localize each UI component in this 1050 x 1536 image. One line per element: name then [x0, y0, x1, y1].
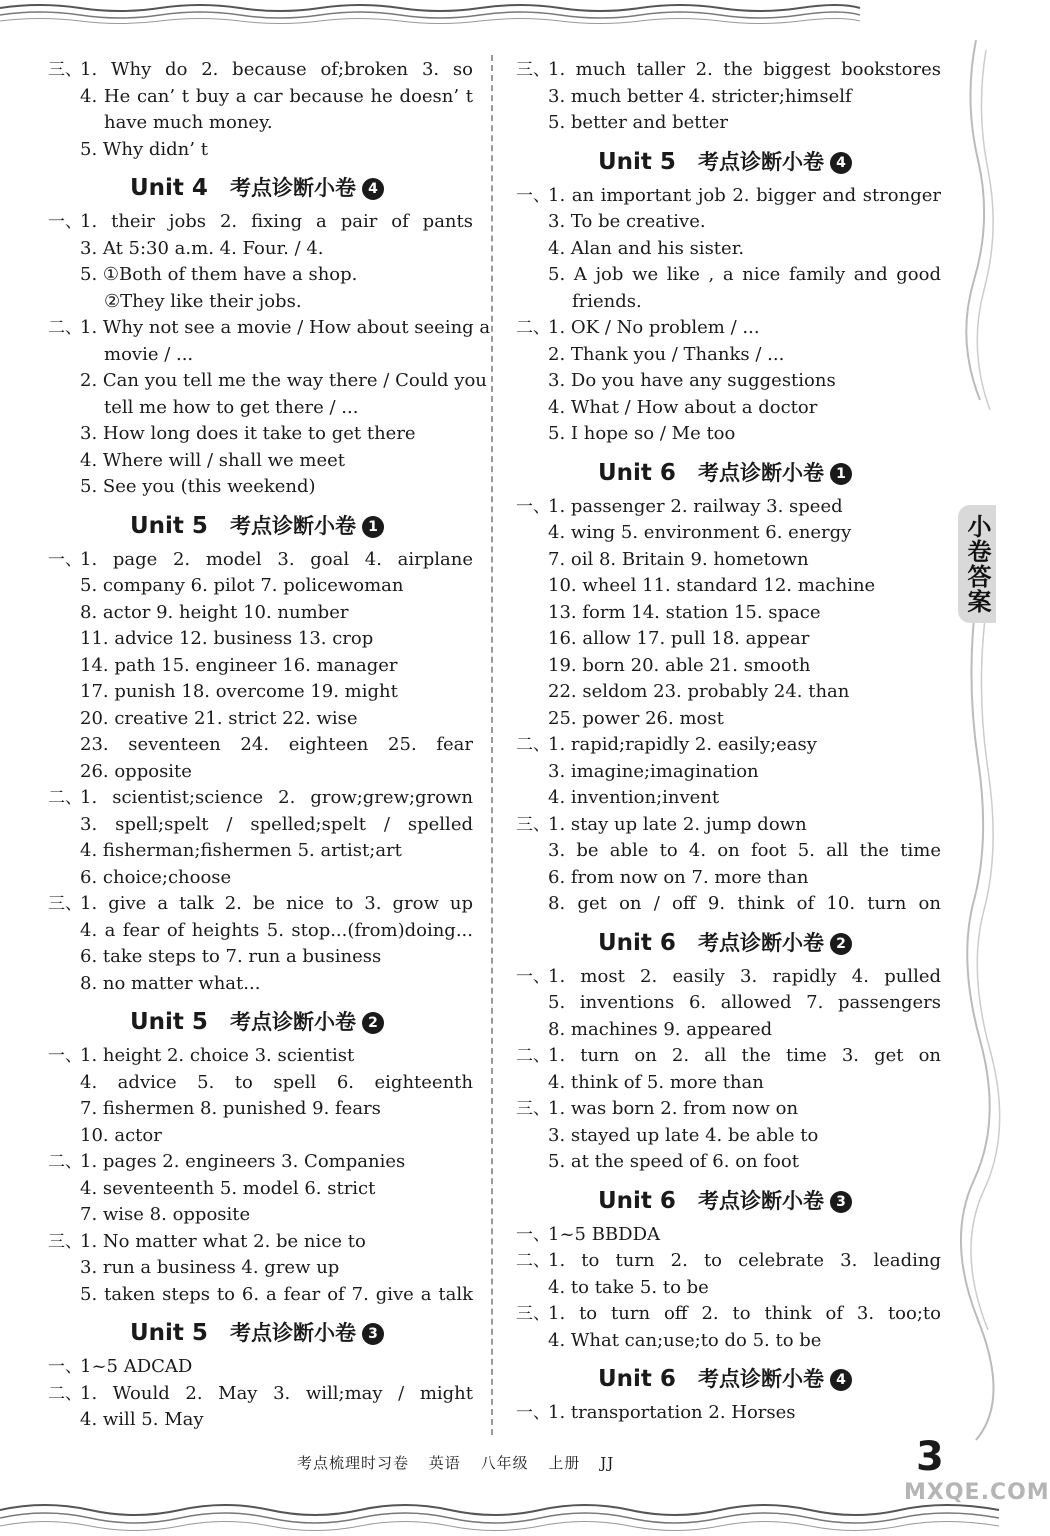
answer-text: friends.: [572, 290, 642, 312]
answer-line: [48, 448, 473, 475]
answer-text: 4. invention;invent: [548, 787, 720, 808]
footer: [297, 1452, 628, 1473]
section-number: 二、: [48, 318, 82, 338]
answer-text: 16. allow 17. pull 18. appear: [548, 628, 810, 649]
section-number: 三、: [516, 1099, 550, 1119]
answer-line: [516, 236, 941, 263]
page-number: 3: [916, 1434, 944, 1480]
answer-line: [48, 1070, 473, 1097]
answer-text: 4. seventeenth 5. model 6. strict: [80, 1177, 376, 1199]
column-divider: [491, 55, 493, 1435]
answer-text: 5. taken steps to 6. a fear of 7. give a talk: [80, 1283, 473, 1305]
answer-text: 4. advice 5. to spell 6. eighteenth: [80, 1071, 473, 1093]
section-number: 二、: [48, 788, 82, 808]
answer-line: [516, 289, 941, 316]
answer-line: [48, 262, 473, 289]
section-number: 二、: [516, 1046, 550, 1066]
section-number: 二、: [516, 318, 550, 338]
answers-left-column: [48, 57, 491, 1434]
answer-line: [48, 1096, 473, 1123]
answer-text: 3. How long does it take to get there: [80, 423, 416, 444]
section-number: 三、: [516, 60, 550, 80]
answer-text: 5. company 6. pilot 7. policewoman: [80, 575, 404, 596]
answer-line: [516, 1248, 941, 1275]
section-number: 一、: [48, 1046, 82, 1066]
answer-line: [48, 1176, 473, 1203]
answer-line: [516, 891, 941, 918]
answer-text: 23. seventeen 24. eighteen 25. fear: [80, 734, 473, 755]
quiz-title: 考点诊断小卷: [697, 1367, 824, 1391]
quiz-number-badge: 4: [830, 152, 852, 174]
section-number: 一、: [516, 1403, 550, 1423]
answer-text: 11. advice 12. business 13. crop: [80, 628, 374, 649]
answer-text: 26. opposite: [80, 760, 192, 782]
section-number: 二、: [516, 1251, 550, 1271]
answer-text: 3. imagine;imagination: [548, 760, 759, 782]
answer-line: [48, 600, 473, 627]
answer-line: [48, 84, 473, 111]
answer-text: 1. pages 2. engineers 3. Companies: [80, 1151, 406, 1172]
answer-line: [516, 990, 941, 1017]
section-number: 一、: [516, 1224, 550, 1245]
answer-text: 10. actor: [80, 1124, 162, 1146]
answer-text: 4. What can;use;to do 5. to be: [548, 1329, 822, 1351]
quiz-title: 考点诊断小卷: [229, 513, 356, 538]
answer-line: [48, 395, 473, 422]
unit-label: Unit 6: [598, 929, 676, 956]
answer-line: [48, 368, 487, 395]
answer-line: [516, 706, 941, 733]
section-heading: [516, 448, 941, 494]
answer-text: 8. machines 9. appeared: [548, 1018, 773, 1040]
section-number: 三、: [516, 814, 550, 835]
answer-text: 1. Why do 2. because of;broken 3. so: [80, 59, 473, 80]
answer-text: 1. to turn 2. to celebrate 3. leading: [548, 1250, 941, 1271]
answer-line: [48, 785, 473, 812]
answer-line: [516, 262, 941, 289]
answer-text: 3. much better 4. stricter;himself: [548, 85, 852, 107]
answer-text: 1. page 2. model 3. goal 4. airplane: [80, 548, 473, 570]
answer-line: [48, 57, 473, 84]
answer-line: [48, 759, 473, 786]
answer-line: [48, 1255, 473, 1282]
quiz-number-badge: 3: [830, 1191, 852, 1213]
section-heading: [516, 1176, 941, 1222]
section-number: 一、: [516, 185, 550, 206]
section-number: 二、: [48, 1383, 82, 1404]
top-decoration: [0, 0, 860, 40]
answer-text: 4. will 5. May: [80, 1409, 204, 1430]
section-number: 三、: [48, 1231, 82, 1252]
unit-label: Unit 5: [130, 512, 208, 539]
answer-text: 10. wheel 11. standard 12. machine: [548, 575, 876, 596]
answer-line: [48, 1229, 473, 1256]
answer-line: [48, 1381, 473, 1408]
answer-text: 3. stayed up late 4. be able to: [548, 1124, 819, 1146]
unit-label: Unit 5: [130, 1320, 208, 1346]
answer-line: [516, 1275, 941, 1302]
answer-text: 4. think of 5. more than: [548, 1071, 764, 1093]
answer-line: [48, 342, 473, 369]
answer-text: 1~5 ADCAD: [80, 1356, 193, 1377]
answer-line: [48, 315, 491, 342]
answer-text: 17. punish 18. overcome 19. might: [80, 681, 398, 702]
quiz-number-badge: 1: [362, 516, 384, 538]
answer-line: [516, 1017, 941, 1044]
section-number: 一、: [48, 549, 82, 570]
section-heading: [516, 918, 941, 964]
bottom-decoration: [0, 1470, 999, 1536]
answer-line: [516, 1400, 941, 1427]
quiz-title: 考点诊断小卷: [697, 930, 824, 955]
quiz-title: 考点诊断小卷: [229, 176, 356, 200]
answer-line: [48, 137, 473, 164]
answer-text: 1. transportation 2. Horses: [548, 1402, 796, 1423]
answer-line: [48, 706, 473, 733]
unit-label: Unit 4: [130, 175, 208, 201]
answer-line: [48, 838, 473, 865]
answer-text: 1. No matter what 2. be nice to: [80, 1230, 366, 1252]
section-heading: [516, 1354, 941, 1400]
answer-text: 7. wise 8. opposite: [80, 1204, 251, 1225]
answer-line: [516, 759, 941, 786]
answer-line: [48, 626, 473, 653]
answer-line: [48, 1149, 473, 1176]
answer-text: 1. rapid;rapidly 2. easily;easy: [548, 734, 817, 755]
answer-text: 4. a fear of heights 5. stop...(from)doing...: [80, 919, 473, 941]
answer-line: [48, 971, 473, 998]
answer-line: [48, 1354, 473, 1381]
answer-line: [516, 315, 941, 342]
answer-line: [516, 964, 941, 991]
answer-text: 3. At 5:30 a.m. 4. Four. / 4.: [80, 237, 324, 259]
answer-text: 5. ①Both of them have a shop.: [80, 264, 358, 285]
answer-text: movie / ...: [104, 343, 194, 365]
answer-line: [516, 84, 941, 111]
answer-text: 5. I hope so / Me too: [548, 423, 736, 444]
side-tab-label: 小卷答案: [958, 505, 996, 623]
answer-line: [516, 520, 941, 547]
answer-line: [516, 1043, 941, 1070]
answer-line: [48, 421, 473, 448]
answer-line: [516, 183, 941, 210]
quiz-title: 考点诊断小卷: [229, 1010, 356, 1034]
unit-label: Unit 6: [598, 1187, 676, 1214]
section-heading: [48, 501, 473, 547]
answer-text: 1. scientist;science 2. grow;grew;grown: [80, 787, 473, 808]
quiz-number-badge: 1: [830, 463, 852, 485]
answer-line: [48, 573, 473, 600]
answer-line: [516, 785, 941, 812]
quiz-number-badge: 2: [830, 933, 852, 955]
answer-text: 5. at the speed of 6. on foot: [548, 1151, 799, 1172]
quiz-title: 考点诊断小卷: [229, 1321, 356, 1345]
footer-volume: 上册: [548, 1454, 581, 1472]
footer-series: 考点梳理时习卷: [297, 1454, 410, 1472]
answer-text: 4. What / How about a doctor: [548, 396, 818, 418]
answer-text: 1. Why not see a movie / How about seeing a: [80, 317, 491, 338]
answer-text: 1. turn on 2. all the time 3. get on: [548, 1045, 941, 1066]
answer-text: tell me how to get there / ...: [104, 396, 359, 418]
section-number: 二、: [48, 1152, 82, 1172]
answer-line: [48, 918, 473, 945]
answer-text: 4. fisherman;fishermen 5. artist;art: [80, 840, 402, 861]
unit-label: Unit 6: [598, 1366, 676, 1392]
answer-text: 5. better and better: [548, 112, 728, 133]
footer-grade: 八年级: [480, 1454, 529, 1472]
answer-line: [48, 1123, 473, 1150]
answer-text: 5. Why didn’ t: [80, 138, 208, 160]
answer-text: 7. oil 8. Britain 9. hometown: [548, 548, 809, 570]
quiz-title: 考点诊断小卷: [697, 1188, 824, 1213]
quiz-title: 考点诊断小卷: [697, 460, 824, 485]
answer-text: 25. power 26. most: [548, 707, 724, 729]
answer-line: [516, 679, 941, 706]
answer-text: 3. Do you have any suggestions: [548, 370, 836, 391]
section-number: 三、: [48, 60, 82, 80]
answer-text: 1. passenger 2. railway 3. speed: [548, 495, 843, 517]
answer-text: 3. To be creative.: [548, 211, 706, 232]
section-number: 三、: [48, 894, 82, 914]
answer-line: [48, 944, 473, 971]
answer-text: 2. Thank you / Thanks / ...: [548, 343, 785, 365]
quiz-number-badge: 3: [362, 1323, 384, 1345]
answer-line: [516, 57, 941, 84]
answer-line: [48, 812, 473, 839]
answer-text: 4. to take 5. to be: [548, 1276, 709, 1298]
watermark: MXQE.COM: [904, 1480, 1050, 1505]
answer-line: [48, 474, 473, 501]
answer-line: [516, 600, 941, 627]
answer-text: 8. actor 9. height 10. number: [80, 601, 349, 623]
section-heading: [516, 137, 941, 183]
answer-line: [48, 1407, 473, 1434]
answer-text: 2. Can you tell me the way there / Could you: [80, 370, 487, 391]
section-number: 一、: [48, 1357, 82, 1377]
answer-text: 4. wing 5. environment 6. energy: [548, 522, 852, 543]
answer-text: 1. much taller 2. the biggest bookstores: [548, 59, 941, 80]
answer-text: 1. Would 2. May 3. will;may / might: [80, 1382, 473, 1404]
answer-line: [516, 838, 941, 865]
answer-line: [516, 547, 941, 574]
answer-text: ②They like their jobs.: [104, 290, 302, 312]
answer-text: 1. give a talk 2. be nice to 3. grow up: [80, 893, 473, 914]
answer-text: 5. See you (this weekend): [80, 476, 316, 497]
answer-line: [516, 1301, 941, 1328]
answer-text: 3. run a business 4. grew up: [80, 1257, 340, 1278]
answer-text: 14. path 15. engineer 16. manager: [80, 654, 398, 676]
answer-text: 5. inventions 6. allowed 7. passengers: [548, 992, 941, 1013]
answer-line: [48, 110, 473, 137]
answer-line: [48, 547, 473, 574]
footer-edition: JJ: [600, 1454, 615, 1472]
unit-label: Unit 5: [130, 1009, 208, 1035]
answer-text: 8. no matter what...: [80, 972, 261, 994]
answer-line: [516, 653, 941, 680]
answer-text: 1~5 BBDDA: [548, 1223, 661, 1245]
answer-line: [516, 626, 941, 653]
section-number: 三、: [516, 1304, 550, 1324]
answer-line: [48, 1043, 473, 1070]
answer-text: 19. born 20. able 21. smooth: [548, 654, 811, 676]
answer-text: 7. fishermen 8. punished 9. fears: [80, 1098, 381, 1119]
answer-text: 1. an important job 2. bigger and stronger: [548, 184, 941, 206]
answer-text: 20. creative 21. strict 22. wise: [80, 707, 358, 729]
answer-text: 4. Alan and his sister.: [548, 237, 745, 259]
answer-text: 3. spell;spelt / spelled;spelt / spelled: [80, 813, 473, 835]
answer-line: [516, 1328, 941, 1355]
answer-line: [516, 1222, 941, 1249]
answer-line: [516, 421, 941, 448]
answer-line: [48, 1202, 473, 1229]
answer-text: 6. choice;choose: [80, 866, 232, 888]
answer-line: [516, 368, 941, 395]
answer-text: 4. Where will / shall we meet: [80, 449, 345, 471]
answer-line: [516, 395, 941, 422]
answer-text: 1. was born 2. from now on: [548, 1098, 799, 1119]
answer-line: [516, 342, 941, 369]
answer-line: [48, 891, 473, 918]
section-number: 一、: [516, 496, 550, 517]
section-number: 一、: [516, 966, 550, 987]
answer-text: 13. form 14. station 15. space: [548, 601, 821, 623]
section-number: 一、: [48, 212, 82, 232]
answer-text: have much money.: [104, 112, 273, 133]
answer-line: [48, 653, 473, 680]
answer-line: [516, 573, 941, 600]
quiz-number-badge: 2: [362, 1012, 384, 1034]
answer-line: [516, 1149, 941, 1176]
answer-line: [516, 865, 941, 892]
answer-text: 1. most 2. easily 3. rapidly 4. pulled: [548, 965, 941, 987]
unit-label: Unit 6: [598, 459, 676, 486]
answer-line: [48, 236, 473, 263]
answer-text: 1. their jobs 2. fixing a pair of pants: [80, 211, 473, 232]
answer-line: [516, 494, 941, 521]
quiz-number-badge: 4: [362, 178, 384, 200]
quiz-title: 考点诊断小卷: [697, 149, 824, 174]
answer-line: [516, 1123, 941, 1150]
section-number: 二、: [516, 735, 550, 755]
answer-text: 6. take steps to 7. run a business: [80, 946, 382, 967]
answer-text: 22. seldom 23. probably 24. than: [548, 681, 850, 702]
answer-line: [516, 1096, 941, 1123]
answer-line: [516, 1070, 941, 1097]
answer-line: [516, 110, 941, 137]
answer-line: [516, 812, 941, 839]
answer-line: [516, 732, 941, 759]
answer-text: 1. stay up late 2. jump down: [548, 813, 807, 835]
section-heading: [48, 997, 473, 1043]
answer-line: [48, 1282, 473, 1309]
answer-text: 1. height 2. choice 3. scientist: [80, 1045, 355, 1066]
unit-label: Unit 5: [598, 148, 676, 175]
answer-line: [48, 209, 473, 236]
answer-text: 4. He can’ t buy a car because he doesn’ t: [80, 85, 473, 107]
answer-text: 6. from now on 7. more than: [548, 866, 809, 888]
answer-text: 1. to turn off 2. to think of 3. too;to: [548, 1303, 941, 1324]
answer-text: 1. OK / No problem / ...: [548, 317, 760, 338]
quiz-number-badge: 4: [830, 1369, 852, 1391]
section-heading: [48, 163, 473, 209]
answer-line: [48, 732, 473, 759]
side-scroll-decoration: [956, 40, 996, 1440]
footer-subject: 英语: [428, 1454, 461, 1472]
answers-right-column: [516, 57, 941, 1427]
answer-text: 3. be able to 4. on foot 5. all the time: [548, 840, 941, 861]
answer-line: [48, 679, 473, 706]
answer-text: 8. get on / off 9. think of 10. turn on: [548, 893, 941, 914]
answer-line: [48, 865, 473, 892]
answer-line: [48, 289, 473, 316]
answer-text: 5. A job we like , a nice family and good: [548, 264, 941, 285]
section-heading: [48, 1308, 473, 1354]
answer-line: [516, 209, 941, 236]
